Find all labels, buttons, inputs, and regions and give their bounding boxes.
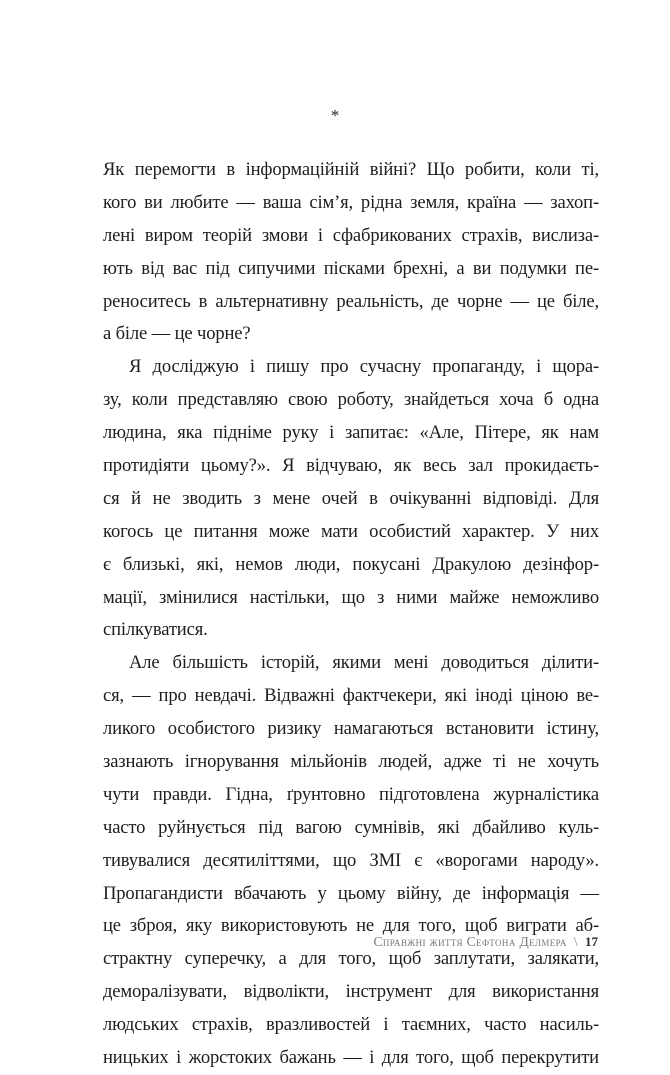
text-line: ликого особистого ризику намагаються встановити істину, [103,718,599,740]
text-line: ся й не зводить з мене очей в очікуванні відповіді. Для [103,487,599,509]
text-line: мації, змінилися настільки, що з ними майже неможливо [103,586,599,608]
text-line: кого ви любите — ваша сім’я, рідна земля, країна — захоп- [103,191,599,213]
text-line: страктну суперечку, а для того, щоб заплутати, залякати, [103,948,599,970]
text-line: людських страхів, вразливостей і таємних, часто насиль- [103,1014,599,1036]
text-line: Пропагандисти вбачають у цьому війну, де інформація — [103,882,599,904]
text-line: Як перемогти в інформаційній війні? Що робити, коли ті, [103,159,599,180]
running-footer [373,933,598,951]
paragraph [103,647,599,1075]
text-line: Я досліджую і пишу про сучасну пропаганду, і щора- [129,356,599,378]
text-line: деморалізувати, відволікти, інструмент для використання [103,981,599,1003]
text-line: Але більшість історій, якими мені доводиться ділити- [129,652,599,674]
text-line: реноситесь в альтернативну реальність, де чорне — це біле, [103,290,599,312]
paragraph [103,154,599,351]
text-line: ся, — про невдачі. Відважні фактчекери, які іноді ціною ве- [103,685,599,707]
running-title: Справжні життя Сефтона Делмера [373,934,567,949]
text-line: чути правди. Гідна, ґрунтовно підготовлена журналістика [103,783,599,805]
paragraph [103,351,599,647]
text-line: є близькі, які, немов люди, покусані Дракулою дезінфор- [103,553,599,575]
text-line: протидіяти цьому?». Я відчуваю, як весь зал прокидаєть- [103,455,599,477]
text-line: когось це питання може мати особистий характер. У них [103,520,599,542]
text-line: тивувалися десятиліттями, що ЗМІ є «ворогами народу». [103,849,599,871]
footer-divider: \ [573,934,578,949]
text-line: ють від вас під сипучими пісками брехні, а ви подумки пе- [103,257,599,279]
text-line: це зброя, яку використовують не для того, щоб виграти аб- [103,915,599,937]
text-line: зазнають ігнорування мільйонів людей, адже ті не хочуть [103,751,599,773]
text-line: людина, яка підніме руку і запитає: «Але, Пітере, як нам [103,422,599,444]
text-line: зу, коли представляю свою роботу, знайдеться хоча б одна [103,389,599,411]
text-line: а біле — це чорне? [103,323,251,345]
text-line: ницьких і жорстоких бажань — і для того, щоб перекрутити [103,1047,599,1069]
text-line: спілкуватися. [103,619,208,641]
text-line: лені виром теорій змови і сфабрикованих страхів, вислиза- [103,224,599,246]
page-number: 17 [585,934,598,949]
section-separator: * [330,106,340,125]
text-line: часто руйнується під вагою сумнівів, які дбайливо куль- [103,816,599,838]
